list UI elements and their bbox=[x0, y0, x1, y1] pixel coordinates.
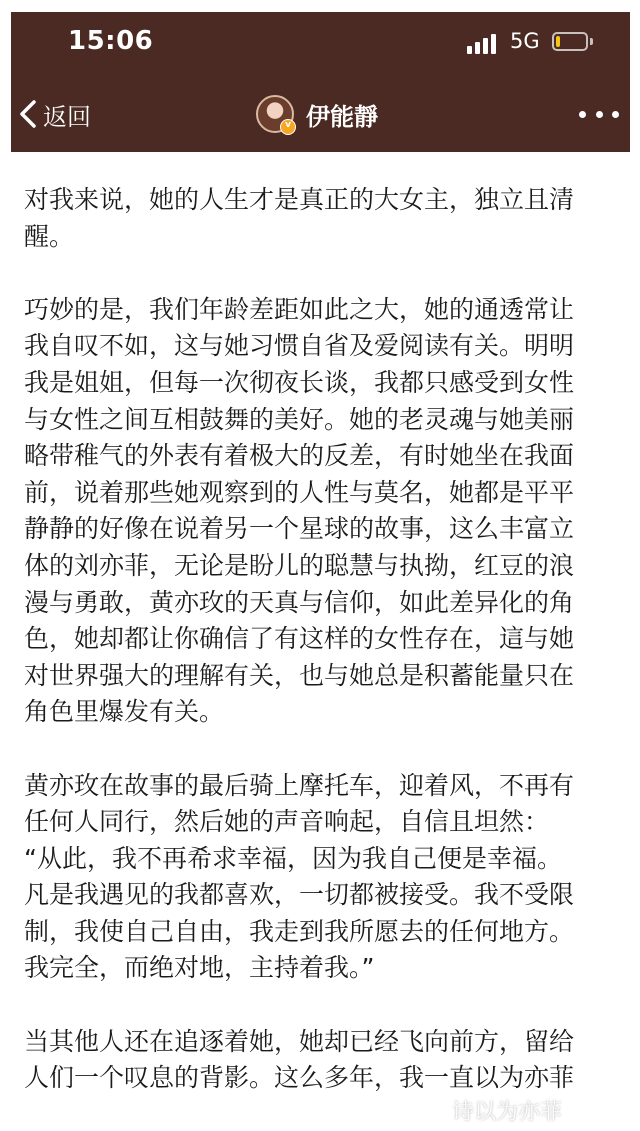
article-line: 制，我使自己自由，我走到我所愿去的任何地方。 bbox=[24, 916, 575, 946]
chevron-left-icon bbox=[17, 99, 39, 129]
article-line: 漫与勇敢，黄亦玫的天真与信仰，如此差异化的角 bbox=[24, 587, 575, 617]
article-paragraph bbox=[24, 1024, 624, 1097]
article-line: 巧妙的是，我们年龄差距如此之大，她的通透常让 bbox=[24, 294, 575, 324]
article-line: 黄亦玫在故事的最后骑上摩托车，迎着风，不再有 bbox=[24, 770, 575, 800]
article-line: 角色里爆发有关。 bbox=[24, 697, 225, 727]
article-line: 我自叹不如，这与她习惯自省及爱阅读有关。明明 bbox=[24, 331, 575, 361]
profile-name: 伊能靜 bbox=[306, 102, 378, 131]
battery-icon bbox=[552, 32, 588, 51]
article-line: 体的刘亦菲，无论是盼儿的聪慧与执拗，红豆的浪 bbox=[24, 550, 575, 580]
status-time: 15:06 bbox=[68, 26, 154, 56]
profile-header[interactable] bbox=[256, 92, 378, 136]
article-paragraph bbox=[24, 182, 624, 255]
article-line: 我是姐姐，但每一次彻夜长谈，我都只感受到女性 bbox=[24, 367, 575, 397]
article-line: 前，说着那些她观察到的人性与莫名，她都是平平 bbox=[24, 477, 575, 507]
article-body bbox=[24, 182, 624, 1131]
status-bar bbox=[11, 12, 630, 76]
article-line: 与女性之间互相鼓舞的美好。她的老灵魂与她美丽 bbox=[24, 404, 575, 434]
avatar[interactable] bbox=[256, 95, 294, 133]
article-line: 人们一个叹息的背影。这么多年，我一直以为亦菲 bbox=[24, 1063, 575, 1093]
nav-bar bbox=[11, 86, 630, 146]
verified-badge-icon: v bbox=[280, 119, 296, 135]
article-line: 醒。 bbox=[24, 221, 75, 251]
article-line: 色，她却都让你确信了有这样的女性存在，這与她 bbox=[24, 624, 575, 654]
article-line: 凡是我遇见的我都喜欢，一切都被接受。我不受限 bbox=[24, 880, 575, 910]
app-header bbox=[11, 12, 630, 152]
article-line: 静静的好像在说着另一个星球的故事，这么丰富立 bbox=[24, 514, 575, 544]
article-line: 对世界强大的理解有关，也与她总是积蓄能量只在 bbox=[24, 660, 575, 690]
article-line: 我完全，而绝对地，主持着我。” bbox=[24, 953, 375, 983]
article-paragraph bbox=[24, 292, 624, 731]
watermark: 诗以为亦菲 bbox=[452, 1100, 563, 1125]
back-label: 返回 bbox=[43, 102, 91, 131]
article-line: “从此，我不再希求幸福，因为我自己便是幸福。 bbox=[24, 843, 562, 873]
article-line: 略带稚气的外表有着极大的反差，有时她坐在我面 bbox=[24, 441, 575, 471]
battery-tip bbox=[590, 38, 593, 45]
more-dots-icon[interactable] bbox=[579, 106, 619, 122]
article-paragraph bbox=[24, 768, 624, 988]
network-label: 5G bbox=[510, 29, 540, 53]
back-button[interactable] bbox=[17, 94, 91, 134]
article-line: 任何人同行，然后她的声音响起，自信且坦然： bbox=[24, 807, 550, 837]
signal-icon bbox=[467, 32, 503, 54]
article-line: 对我来说，她的人生才是真正的大女主，独立且清 bbox=[24, 185, 575, 214]
battery-fill bbox=[556, 36, 560, 47]
article-line: 当其他人还在追逐着她，她却已经飞向前方，留给 bbox=[24, 1026, 575, 1056]
